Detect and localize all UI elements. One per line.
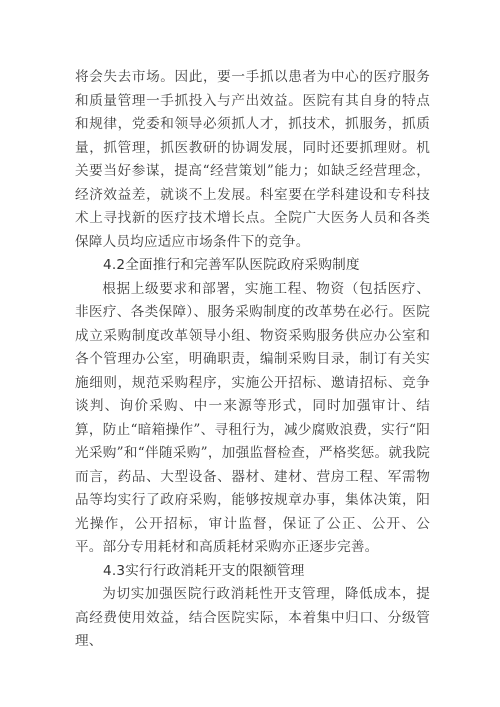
paragraph-continued: 将会失去市场。因此，要一手抓以患者为中心的医疗服务和质量管理一手抓投入与产出效益。医院有其自身的特点和规律，党委和领导必须抓人才，抓技术，抓服务，抓质量，抓管理，抓医教研的协调发展，同时还要抓理财。机关要当好参谋，提高“经营策划”能力；如缺乏经营理念，经济效益差，就谈不上发展。科室要在学科建设和专科技术上寻找新的医疗技术增长点。全院广大医务人员和各类保障人员均应适应市场条件下的竞争。 — [75, 69, 430, 250]
section-heading-4-2: 4.2全面推行和完善军队医院政府采购制度 — [103, 257, 360, 273]
document-body — [75, 66, 430, 654]
paragraph-procurement: 根据上级要求和部署，实施工程、物资（包括医疗、非医疗、各类保障）、服务采购制度的改革势在必行。医院成立采购制度改革领导小组、物资采购服务供应办公室和各个管理办公室，明确职责，编制采购目录，制订有关实施细则，规范采购程序，实施公开招标、邀请招标、竞争谈判、询价采购、中一来源等形式，同时加强审计、结算，防止“暗箱操作”、寻租行为，减少腐败浪费，实行“阳光采购”和“伴随采购”，加强监督检查，严格奖惩。就我院而言，药品、大型设备、器材、建材、营房工程、军需物品等均实行了政府采购，能够按规章办事，集体决策，阳光操作，公开招标，审计监督，保证了公正、公开、公平。部分专用耗材和高质耗材采购亦正逐步完善。 — [75, 280, 430, 555]
paragraph-expense-management: 为切实加强医院行政消耗性开支管理，降低成本，提高经费使用效益，结合医院实际，本着集中归口、分级管理、 — [75, 586, 430, 649]
section-heading-4-3: 4.3实行行政消耗开支的限额管理 — [103, 562, 305, 579]
